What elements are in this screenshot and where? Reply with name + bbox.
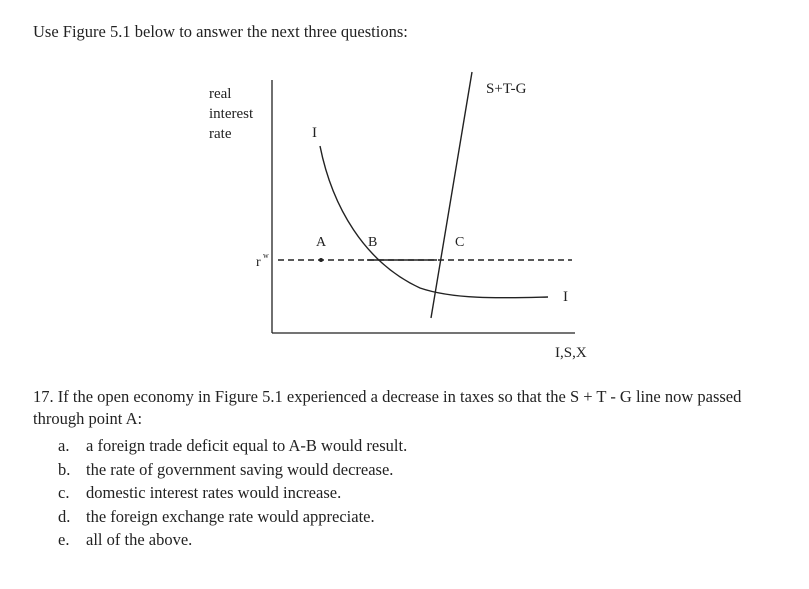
- investment-top-label: I: [312, 125, 317, 141]
- supply-line: [431, 72, 472, 318]
- option-e-text: all of the above.: [86, 530, 193, 550]
- option-d-text: the foreign exchange rate would appreciate.: [86, 506, 375, 526]
- intro-text: Use Figure 5.1 below to answer the next three questions:: [33, 22, 408, 41]
- option-d-letter: d.: [58, 506, 71, 526]
- option-e-letter: e.: [58, 530, 70, 550]
- option-e: [58, 528, 407, 552]
- investment-curve: [320, 146, 548, 298]
- option-b: [58, 458, 407, 482]
- point-a-marker: [319, 258, 323, 262]
- option-b-text: the rate of government saving would decrease.: [86, 459, 394, 479]
- point-c-label: C: [455, 235, 465, 250]
- answer-options: [58, 434, 407, 552]
- supply-line-label: S+T-G: [486, 81, 527, 97]
- rate-superscript: w: [263, 251, 269, 260]
- option-a-text: a foreign trade deficit equal to A-B would result.: [86, 436, 408, 455]
- x-axis-label: I,S,X: [555, 345, 587, 361]
- option-c: [58, 481, 407, 505]
- rate-label: r: [256, 255, 261, 270]
- option-a: [58, 434, 407, 458]
- option-c-letter: c.: [58, 483, 70, 503]
- point-b-label: B: [368, 235, 378, 250]
- y-axis-label-line3: rate: [209, 126, 232, 142]
- option-c-text: domestic interest rates would increase.: [86, 483, 342, 503]
- y-axis-label-line2: interest: [209, 106, 254, 122]
- option-d: [58, 505, 407, 529]
- option-a-letter: a.: [58, 436, 70, 455]
- point-a-label: A: [316, 235, 327, 250]
- investment-right-label: I: [563, 289, 568, 305]
- option-b-letter: b.: [58, 459, 71, 479]
- question-17-text: 17. If the open economy in Figure 5.1 experienced a decrease in taxes so that the S + T - G line now passed through point A:: [33, 387, 742, 428]
- y-axis-label-line1: real: [209, 86, 232, 102]
